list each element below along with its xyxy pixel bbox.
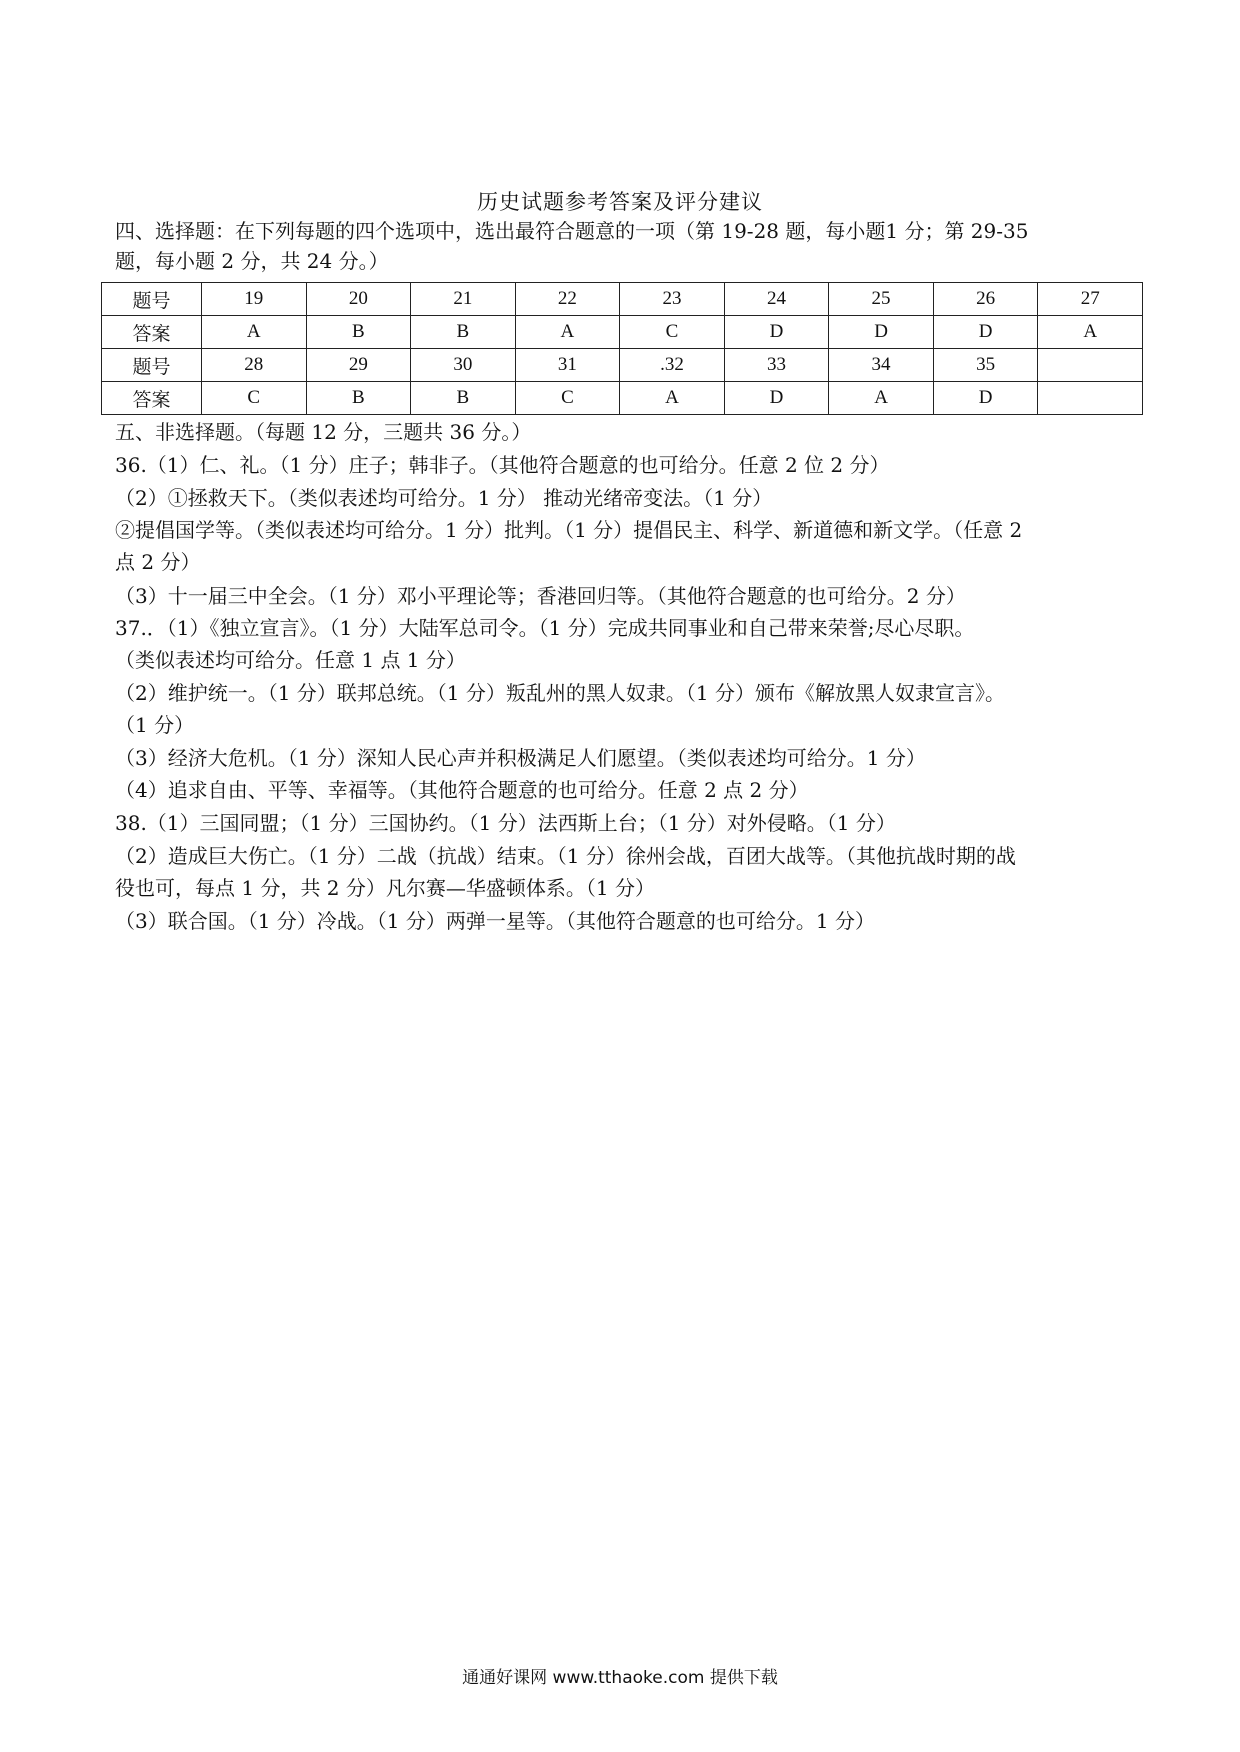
answer-line: （2）造成巨大伤亡。（1 分）二战（抗战）结束。（1 分）徐州会战，百团大战等。（其他抗战时期的战 — [115, 844, 1016, 868]
answer-line: （1 分） — [115, 713, 195, 737]
table-cell: 31 — [515, 349, 620, 382]
answer-line: 役也可，每点 1 分，共 2 分）凡尔赛—华盛顿体系。（1 分） — [115, 876, 655, 900]
table-cell: 24 — [724, 283, 829, 316]
table-cell: 21 — [411, 283, 516, 316]
table-cell: 22 — [515, 283, 620, 316]
table-cell: A — [1038, 316, 1143, 349]
table-cell: 答案 — [102, 316, 202, 349]
table-cell: D — [933, 316, 1038, 349]
table-cell: B — [306, 316, 411, 349]
table-cell: A — [620, 382, 725, 415]
table-cell: C — [515, 382, 620, 415]
table-cell: 35 — [933, 349, 1038, 382]
table-cell: D — [829, 316, 934, 349]
answer-line: 点 2 分） — [115, 550, 201, 574]
table-cell: D — [724, 316, 829, 349]
answer-line: ②提倡国学等。（类似表述均可给分。1 分）批判。（1 分）提倡民主、科学、新道德和新文学。（任意 2 — [115, 518, 1023, 542]
table-cell: B — [411, 382, 516, 415]
table-cell: D — [724, 382, 829, 415]
table-cell: 26 — [933, 283, 1038, 316]
answer-table — [101, 282, 1143, 415]
answer-line: （4）追求自由、平等、幸福等。（其他符合题意的也可给分。任意 2 点 2 分） — [115, 778, 809, 802]
answer-line: （3）经济大危机。（1 分）深知人民心声并积极满足人们愿望。（类似表述均可给分。1 分） — [115, 746, 926, 770]
table-cell: 20 — [306, 283, 411, 316]
table-cell: 34 — [829, 349, 934, 382]
table-cell: B — [306, 382, 411, 415]
table-cell: A — [202, 316, 307, 349]
answer-line: 37.．（1）《独立宣言》。（1 分）大陆军总司令。（1 分）完成共同事业和自己带来荣誉;尽心尽职。 — [115, 616, 975, 640]
table-cell: A — [829, 382, 934, 415]
answer-line: 36.（1）仁、礼。（1 分）庄子；韩非子。（其他符合题意的也可给分。任意 2 位 2 分） — [115, 453, 890, 477]
table-row-answers-1 — [102, 316, 1143, 349]
footer-download-notice: 通通好课网 www.tthaoke.com 提供下载 — [462, 1668, 778, 1688]
table-row-question-numbers-1 — [102, 283, 1143, 316]
table-cell: .32 — [620, 349, 725, 382]
table-cell: 28 — [202, 349, 307, 382]
table-cell: 27 — [1038, 283, 1143, 316]
answer-line: （3）联合国。（1 分）冷战。（1 分）两弹一星等。（其他符合题意的也可给分。1 分） — [115, 909, 875, 933]
answer-line: 38.（1）三国同盟；（1 分）三国协约。（1 分）法西斯上台；（1 分）对外侵略。（1 分） — [115, 811, 896, 835]
table-cell: 题号 — [102, 349, 202, 382]
table-cell: B — [411, 316, 516, 349]
table-cell: 33 — [724, 349, 829, 382]
table-cell: 23 — [620, 283, 725, 316]
answer-line: （类似表述均可给分。任意 1 点 1 分） — [115, 648, 466, 672]
table-row-answers-2 — [102, 382, 1143, 415]
table-cell: 19 — [202, 283, 307, 316]
table-cell — [1038, 349, 1143, 382]
table-cell: C — [620, 316, 725, 349]
table-cell: A — [515, 316, 620, 349]
section4-instruction-line1: 四、选择题：在下列每题的四个选项中，选出最符合题意的一项（第 19-28 题，每小题1 分；第 29-35 — [115, 219, 1029, 243]
section5-heading: 五、非选择题。（每题 12 分，三题共 36 分。） — [115, 420, 532, 444]
section4-instruction-line2: 题，每小题 2 分，共 24 分。） — [115, 249, 389, 273]
table-cell: 29 — [306, 349, 411, 382]
table-cell: 题号 — [102, 283, 202, 316]
answer-line: （3）十一届三中全会。（1 分）邓小平理论等；香港回归等。（其他符合题意的也可给分。2 分） — [115, 584, 966, 608]
table-cell — [1038, 382, 1143, 415]
answer-line: （2）①拯救天下。（类似表述均可给分。1 分） 推动光绪帝变法。（1 分） — [115, 486, 773, 510]
table-cell: 25 — [829, 283, 934, 316]
table-cell: C — [202, 382, 307, 415]
table-cell: D — [933, 382, 1038, 415]
table-cell: 30 — [411, 349, 516, 382]
table-cell: 答案 — [102, 382, 202, 415]
page-title: 历史试题参考答案及评分建议 — [477, 190, 763, 214]
table-row-question-numbers-2 — [102, 349, 1143, 382]
answer-line: （2）维护统一。（1 分）联邦总统。（1 分）叛乱州的黑人奴隶。（1 分）颁布《解放黑人奴隶宣言》。 — [115, 681, 1005, 705]
